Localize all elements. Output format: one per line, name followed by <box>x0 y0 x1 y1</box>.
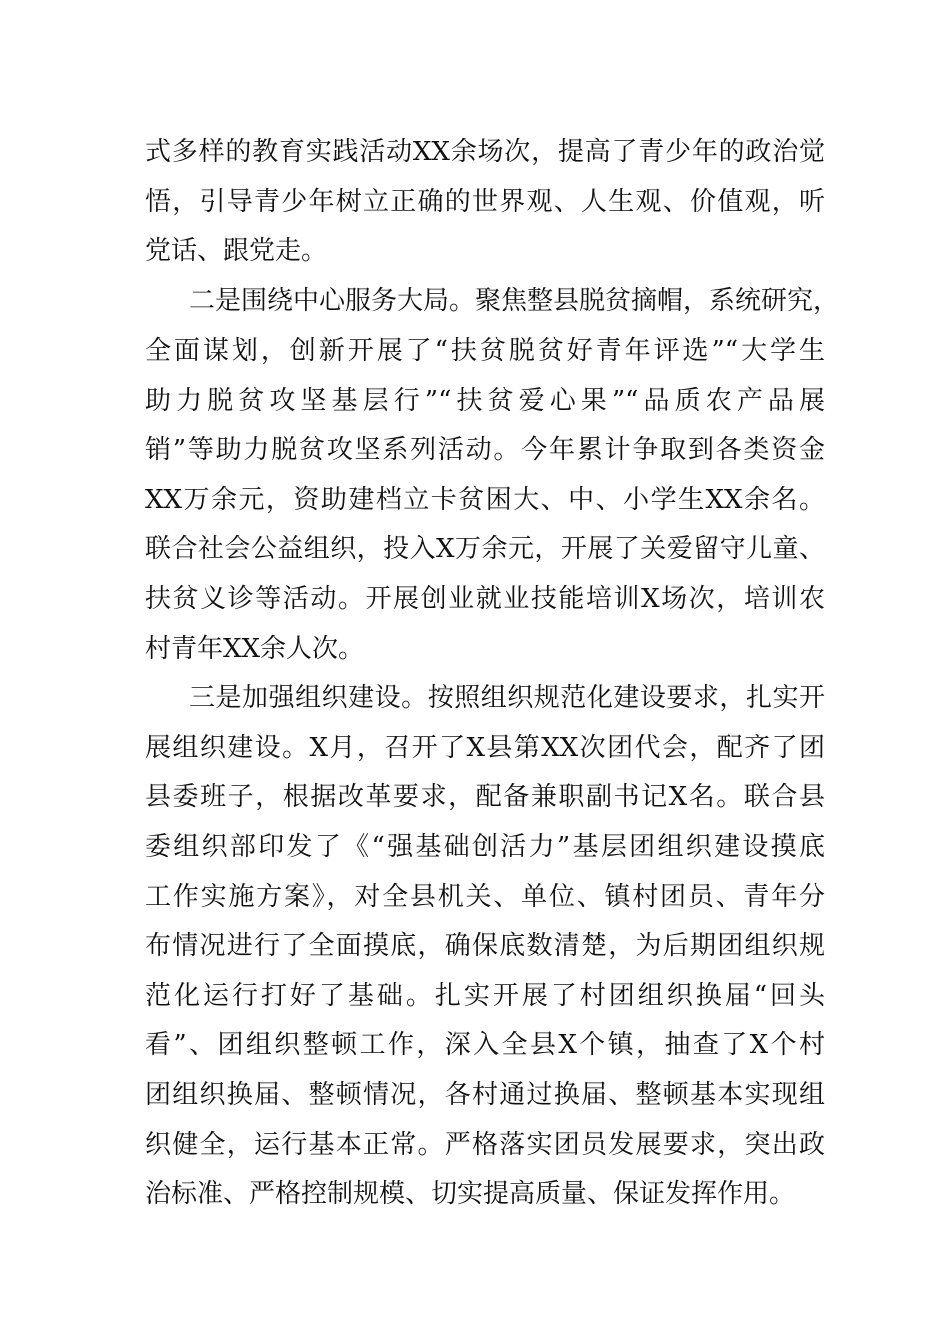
text-line-5: 全面谋划，创新开展了“扶贫脱贫好青年评选”“大学生 <box>145 336 825 366</box>
text-line-3: 党话、跟党走。 <box>145 236 328 266</box>
text-line-11: 村青年XX余人次。 <box>145 634 365 664</box>
text-line-4: 二是围绕中心服务大局。聚焦整县脱贫摘帽，系统研究， <box>189 286 840 316</box>
text-line-20: 团组织换届、整顿情况，各村通过换届、整顿基本实现组 <box>145 1080 825 1110</box>
text-line-18: 范化运行打好了基础。扎实开展了村团组织换届“回头 <box>145 981 825 1011</box>
text-line-12: 三是加强组织建设。按照组织规范化建设要求，扎实开 <box>189 683 825 713</box>
text-line-6: 助力脱贫攻坚基层行”“扶贫爱心果”“品质农产品展 <box>145 386 825 416</box>
text-line-22: 治标准、严格控制规模、切实提高质量、保证发挥作用。 <box>145 1179 796 1209</box>
text-line-8: XX万余元，资助建档立卡贫困大、中、小学生XX余名。 <box>145 485 825 515</box>
text-line-1: 式多样的教育实践活动XX余场次，提高了青少年的政治觉 <box>145 137 825 167</box>
text-line-17: 布情况进行了全面摸底，确保底数清楚，为后期团组织规 <box>145 931 825 961</box>
text-line-14: 县委班子，根据改革要求，配备兼职副书记X名。联合县 <box>145 782 825 812</box>
text-line-2: 悟，引导青少年树立正确的世界观、人生观、价值观，听 <box>145 187 825 217</box>
text-line-16: 工作实施方案》，对全县机关、单位、镇村团员、青年分 <box>145 882 825 912</box>
text-line-9: 联合社会公益组织，投入X万余元，开展了关爱留守儿童、 <box>145 534 825 564</box>
text-line-7: 销”等助力脱贫攻坚系列活动。今年累计争取到各类资金 <box>145 435 825 465</box>
text-line-10: 扶贫义诊等活动。开展创业就业技能培训X场次，培训农 <box>145 584 825 614</box>
text-line-21: 织健全，运行基本正常。严格落实团员发展要求，突出政 <box>145 1130 825 1160</box>
text-line-13: 展组织建设。X月，召开了X县第XX次团代会，配齐了团 <box>145 733 825 763</box>
text-line-19: 看”、团组织整顿工作，深入全县X个镇，抽查了X个村 <box>145 1030 825 1060</box>
text-line-15: 委组织部印发了《“强基础创活力”基层团组织建设摸底 <box>145 832 825 862</box>
